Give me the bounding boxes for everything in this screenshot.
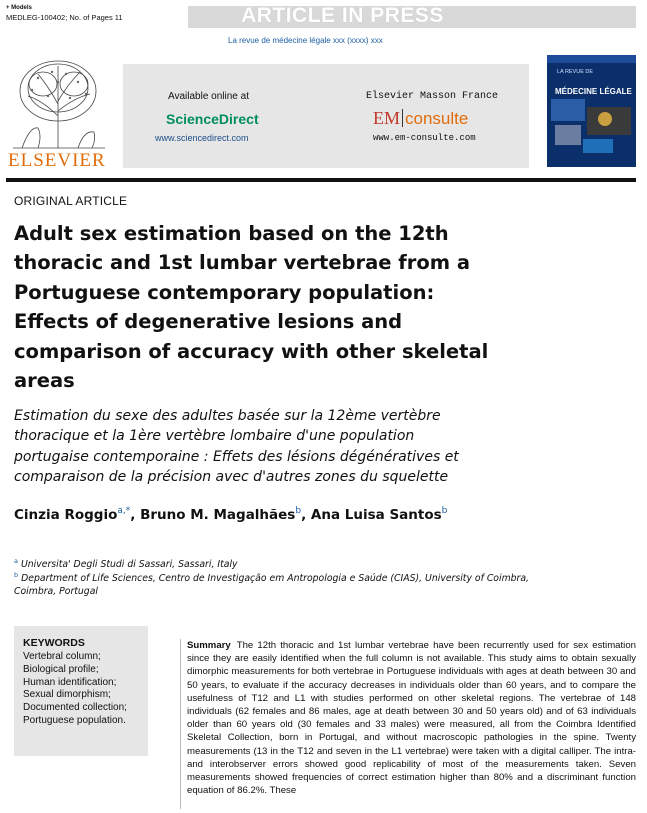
affiliation-sup: a	[14, 557, 18, 565]
author-separator: ,	[130, 507, 141, 523]
cover-subtitle: LA REVUE DE	[557, 69, 594, 75]
keyword-item: Documented collection;	[23, 702, 127, 714]
french-title-line: portugaise contemporaine : Effets des lésions dégénératives et	[14, 448, 459, 465]
author-list	[14, 506, 447, 523]
manuscript-ref: MEDLEG-100402; No. of Pages 11	[6, 13, 123, 22]
summary-abstract	[187, 639, 636, 797]
affiliation-b	[14, 569, 554, 598]
em-consulte-logo[interactable]	[373, 108, 468, 129]
journal-reference-link[interactable]: La revue de médecine légale xxx (xxxx) xxx	[228, 36, 383, 45]
summary-text: The 12th thoracic and 1st lumbar vertebrae have been recurrently used for sex estimation since they are easily identified when the full column is not available. This study aims to obtain sexually dimorphic measurements for both vertebrae in Portuguese individuals with ages at death between 30 and 50 years, to evaluate if the accuracy decreases in individuals older than 60 years, and to compare the usefulness of T12 and L1 with studies performed on other skeletal regions. The vertebrae of 148 individuals (62 females and 86 males, age at death between 30 and 50 years old) and of 63 individuals older than 60 years old (30 females and 33 males) were measured, all from the Coimbra Identified Skeletal Collection, born in Portugal, and without macroscopic pathologies in the spine. Twenty measurements (13 in the T12 and seven in the L1 vertebrae) were taken with a digital calliper. The intra- and interobserver errors showed good replicability of most of the measurements taken. Seven measurements showed frequencies of correct estimation higher than 80% and a discriminant function equation of 86.2%. These	[187, 640, 636, 797]
article-type: ORIGINAL ARTICLE	[14, 194, 128, 208]
keywords-heading: KEYWORDS	[23, 637, 85, 649]
title-line: Portuguese contemporary population:	[14, 280, 435, 304]
french-title-line: thoracique et la 1ère vertèbre lombaire d'une population	[14, 428, 415, 445]
keyword-item: Biological profile;	[23, 663, 99, 675]
summary-divider	[180, 639, 181, 809]
author-name[interactable]: Bruno M. Magalhães	[140, 507, 296, 523]
author-name[interactable]: Ana Luisa Santos	[310, 507, 442, 523]
running-header	[6, 4, 123, 22]
affiliation-text: Universita' Degli Studi di Sassari, Sassari, Italy	[20, 559, 238, 571]
keyword-item: Human identification;	[23, 676, 117, 688]
article-title	[14, 219, 574, 395]
summary-label: Summary	[187, 640, 231, 651]
french-title	[14, 406, 574, 487]
elsevier-masson-label: Elsevier Masson France	[366, 91, 499, 102]
affiliation-marker[interactable]: b	[295, 506, 302, 516]
header-rule	[6, 178, 636, 182]
title-line: areas	[14, 369, 75, 393]
sciencedirect-logo[interactable]: ScienceDirect	[166, 111, 259, 127]
keyword-item: Portuguese population.	[23, 714, 126, 726]
affiliation-marker[interactable]: a,*	[117, 506, 131, 516]
french-title-line: Estimation du sexe des adultes basée sur la 12ème vertèbre	[14, 408, 441, 424]
affiliation-sup: b	[14, 571, 19, 579]
title-line: Adult sex estimation based on the 12th	[14, 222, 449, 245]
em-logo-divider	[402, 109, 403, 127]
affiliation-marker[interactable]: b	[441, 506, 448, 516]
journal-cover-image	[547, 55, 636, 167]
title-line: Effects of degenerative lesions and	[14, 310, 403, 334]
available-online-label: Available online at	[168, 91, 249, 102]
consulte-logo-part: consulte	[405, 109, 469, 128]
title-line: comparison of accuracy with other skeletal	[14, 339, 489, 363]
article-in-press-banner: ARTICLE IN PRESS	[241, 4, 444, 27]
french-title-line: comparaison de la précision avec d'autres zones du squelette	[14, 468, 449, 485]
elsevier-wordmark: ELSEVIER	[8, 150, 106, 171]
em-consulte-url[interactable]: www.em-consulte.com	[373, 133, 476, 143]
keyword-item: Vertebral column;	[23, 651, 101, 662]
models-label: + Models	[6, 5, 32, 11]
affiliation-text: Department of Life Sciences, Centro de Investigação em Antropologia e Saúde (CIAS), University of Coimbra, Coimbra, Portugal	[14, 573, 530, 598]
em-logo-part: EM	[373, 108, 400, 128]
author-separator: ,	[301, 507, 311, 523]
author-name[interactable]: Cinzia Roggio	[14, 507, 118, 523]
keyword-item: Sexual dimorphism;	[23, 689, 111, 701]
sciencedirect-url[interactable]: www.sciencedirect.com	[155, 133, 249, 143]
keywords-box	[14, 626, 148, 756]
cover-title: MÉDECINE LÉGALE	[555, 87, 632, 96]
title-line: thoracic and 1st lumbar vertebrae from a	[14, 251, 471, 275]
